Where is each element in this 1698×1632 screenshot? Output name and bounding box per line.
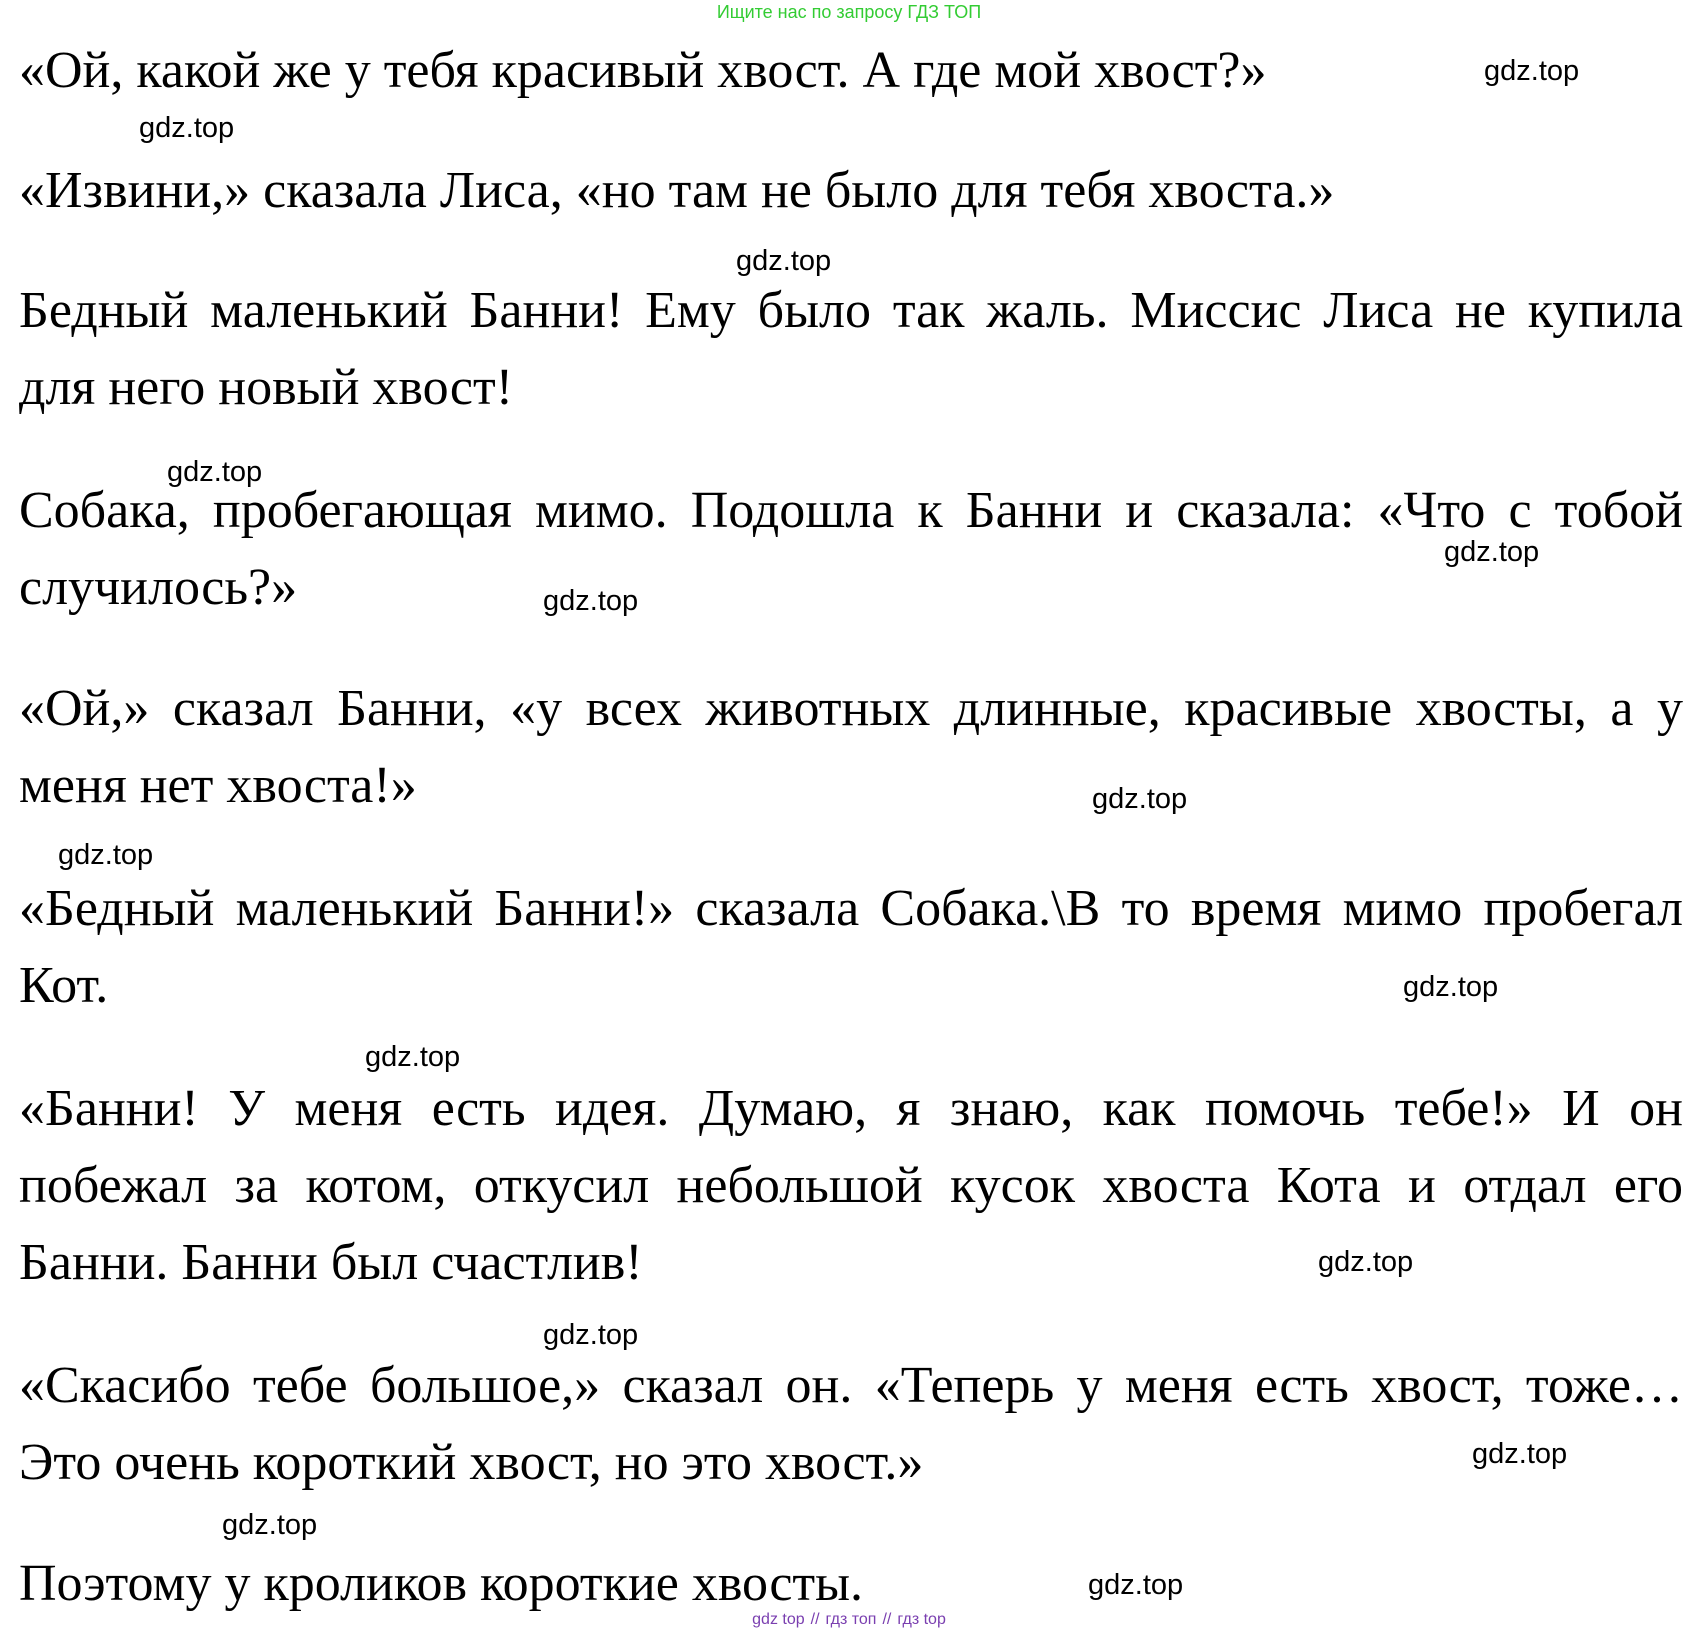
watermark: gdz.top	[1472, 1438, 1568, 1470]
watermark: gdz.top	[1092, 783, 1188, 815]
footer-separator: //	[882, 1611, 892, 1628]
watermark: gdz.top	[222, 1509, 318, 1541]
watermark: gdz.top	[58, 839, 154, 871]
story-paragraph-5: «Ой,» сказал Банни, «у всех животных длинные, красивые хвосты, а у меня нет хвоста!»	[19, 680, 1683, 814]
footer-link[interactable]: gdz top	[752, 1611, 805, 1628]
footer-links	[0, 1609, 1698, 1631]
footer-link[interactable]: гдз top	[897, 1611, 946, 1628]
story-paragraph-6: «Бедный маленький Банни!» сказала Собака.\В то время мимо пробегал Кот.	[19, 880, 1683, 1014]
story-paragraph-7: «Банни! У меня есть идея. Думаю, я знаю, как помочь тебе!» И он побежал за котом, откусил небольшой кусок хвоста Кота и отдал его Банни. Банни был счастлив!	[19, 1080, 1683, 1291]
watermark: gdz.top	[543, 585, 639, 617]
story-paragraph-8: «Скасибо тебе большое,» сказал он. «Теперь у меня есть хвост, тоже… Это очень короткий хвост, но это хвост.»	[19, 1357, 1683, 1491]
watermark: gdz.top	[167, 456, 263, 488]
search-hint-link[interactable]: Ищите нас по запросу ГДЗ ТОП	[716, 2, 982, 22]
story-paragraph-9: Поэтому у кроликов короткие хвосты.	[19, 1555, 864, 1612]
story-paragraph-1: «Ой, какой же у тебя красивый хвост. А где мой хвост?»	[19, 42, 1267, 99]
watermark: gdz.top	[736, 245, 832, 277]
watermark: gdz.top	[365, 1041, 461, 1073]
watermark: gdz.top	[1484, 55, 1580, 87]
watermark: gdz.top	[543, 1319, 639, 1351]
story-paragraph-3: Бедный маленький Банни! Ему было так жаль. Миссис Лиса не купила для него новый хвост!	[19, 282, 1683, 416]
story-paragraph-2: «Извини,» сказала Лиса, «но там не было для тебя хвоста.»	[19, 162, 1335, 219]
watermark: gdz.top	[1088, 1569, 1184, 1601]
story-paragraph-4: Собака, пробегающая мимо. Подошла к Банни и сказала: «Что с тобой случилось?»	[19, 482, 1683, 616]
watermark: gdz.top	[1403, 971, 1499, 1003]
footer-link[interactable]: гдз топ	[825, 1611, 877, 1628]
watermark: gdz.top	[1444, 536, 1540, 568]
watermark: gdz.top	[1318, 1246, 1414, 1278]
footer-separator: //	[810, 1611, 820, 1628]
watermark: gdz.top	[139, 112, 235, 144]
